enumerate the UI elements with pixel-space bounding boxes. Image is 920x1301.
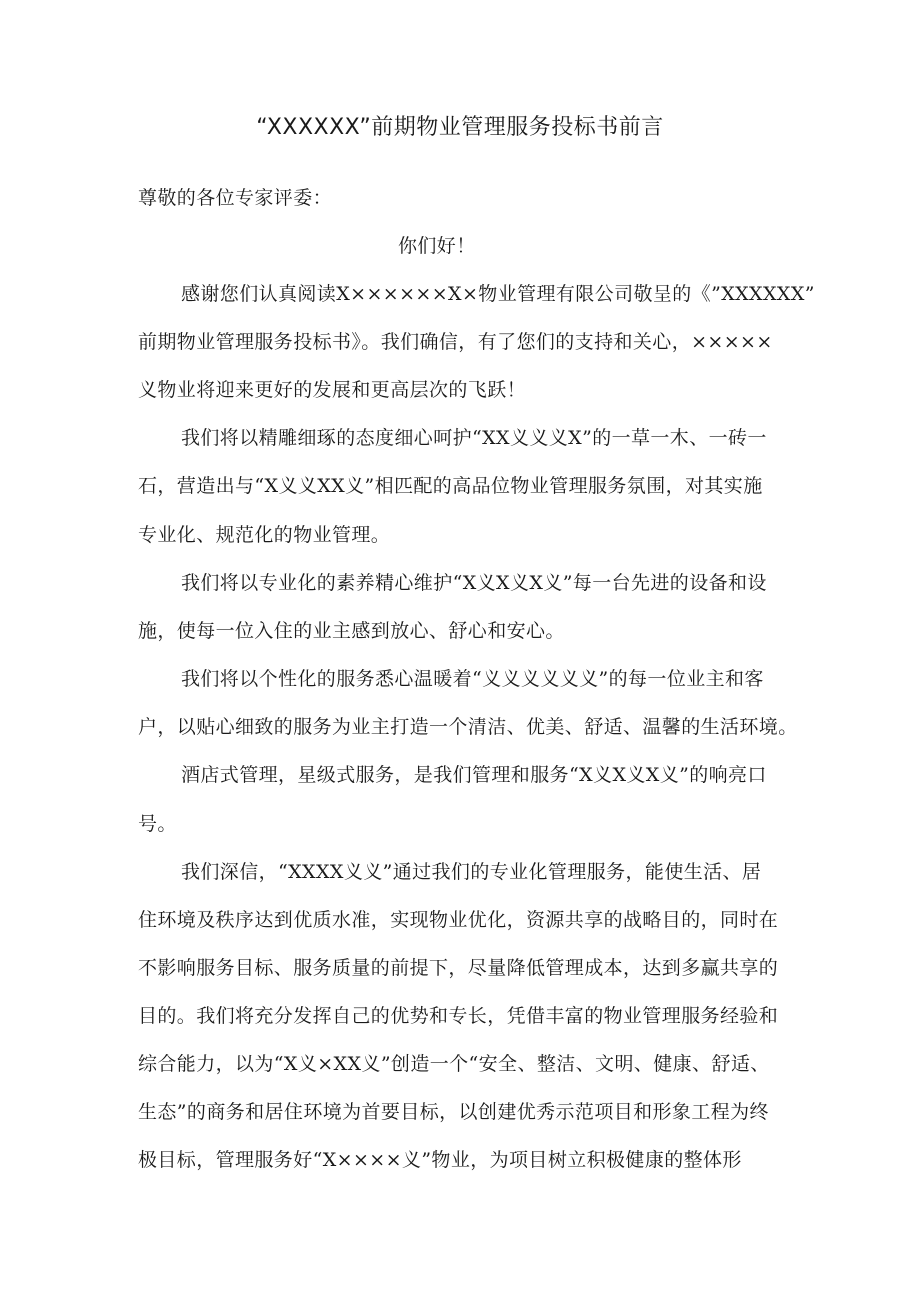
body-line: 我们深信，“XXXX义义”通过我们的专业化管理服务，能使生活、居 bbox=[181, 861, 762, 883]
salutation: 尊敬的各位专家评委： bbox=[138, 187, 333, 209]
greeting: 你们好！ bbox=[398, 235, 476, 257]
body-line: 户，以贴心细致的服务为业主打造一个清洁、优美、舒适、温馨的生活环境。 bbox=[138, 716, 798, 738]
body-line: 专业化、规范化的物业管理。 bbox=[138, 524, 391, 546]
body-line: 石，营造出与“X义义XX义”相匹配的高品位物业管理服务氛围，对其实施 bbox=[138, 475, 763, 497]
body-line: 目的。我们将充分发挥自己的优势和专长，凭借丰富的物业管理服务经验和 bbox=[138, 1005, 779, 1027]
body-line: 我们将以专业化的素养精心维护“X义X义X义”每一台先进的设备和设 bbox=[181, 572, 767, 594]
body-line: 酒店式管理，星级式服务，是我们管理和服务“X义X义X义”的响亮口 bbox=[181, 764, 767, 786]
body-line: 号。 bbox=[138, 813, 177, 835]
body-line: 住环境及秩序达到优质水准，实现物业优化，资源共享的战略目的，同时在 bbox=[138, 909, 779, 931]
body-line: 生态”的商务和居住环境为首要目标，以创建优秀示范项目和形象工程为终 bbox=[138, 1101, 769, 1123]
body-line: 感谢您们认真阅读X××××××X×物业管理有限公司敬呈的《”XXXXXX” bbox=[181, 283, 815, 305]
body-line: 极目标，管理服务好“X××××义”物业，为项目树立积极健康的整体形 bbox=[138, 1149, 742, 1171]
body-line: 我们将以精雕细琢的态度细心呵护“XX义义义X”的一草一木、一砖一 bbox=[181, 427, 767, 449]
body-line: 不影响服务目标、服务质量的前提下，尽量降低管理成本，达到多赢共享的 bbox=[138, 957, 779, 979]
body-line: 前期物业管理服务投标书》。我们确信，有了您们的支持和关心，××××× bbox=[138, 331, 773, 353]
body-line: 综合能力，以为“X义×XX义”创造一个“安全、整洁、文明、健康、舒适、 bbox=[138, 1053, 770, 1075]
document-title: “XXXXXX”前期物业管理服务投标书前言 bbox=[256, 115, 664, 140]
body-line: 义物业将迎来更好的发展和更高层次的飞跃！ bbox=[138, 379, 527, 401]
body-line: 施，使每一位入住的业主感到放心、舒心和安心。 bbox=[138, 620, 565, 642]
body-line: 我们将以个性化的服务悉心温暖着“义义义义义义”的每一位业主和客 bbox=[181, 668, 764, 690]
